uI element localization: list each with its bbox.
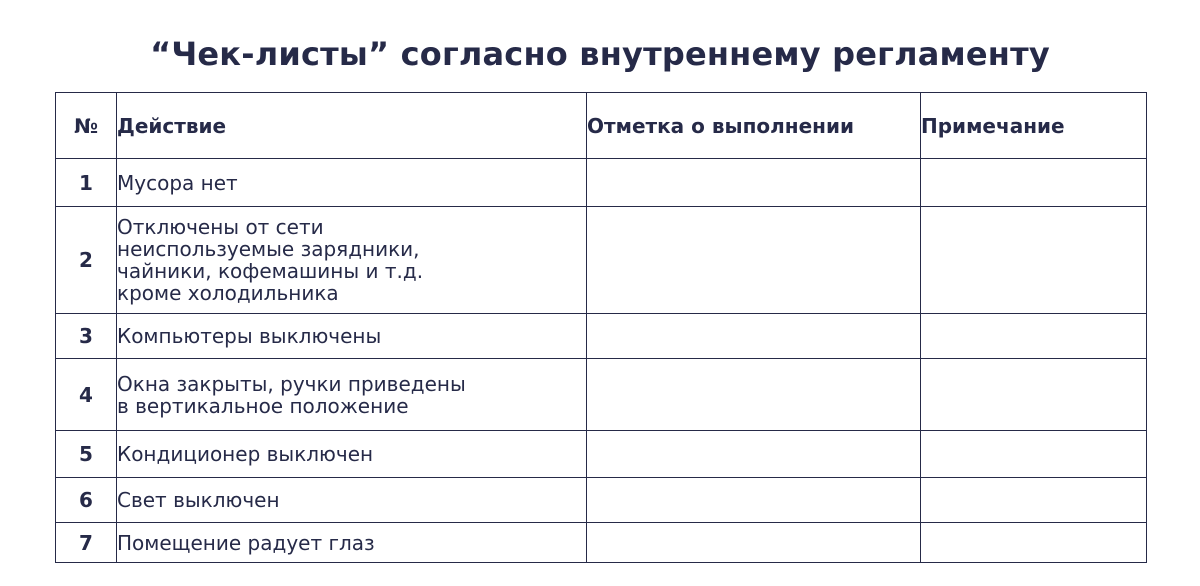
table-header-row [56,93,1147,159]
header-action: Действие [117,93,587,159]
row-note-cell[interactable] [921,207,1147,314]
row-action: Отключены от сети неиспользуемые зарядники, чайники, кофемашины и т.д. кроме холодильника [117,207,587,314]
row-number: 6 [56,478,117,523]
row-number: 2 [56,207,117,314]
row-action: Свет выключен [117,478,587,523]
row-action: Компьютеры выключены [117,314,587,359]
row-number: 5 [56,431,117,478]
row-action: Мусора нет [117,159,587,207]
table-row [56,159,1147,207]
table-row [56,523,1147,563]
row-completion-mark-cell[interactable] [587,359,921,431]
row-number: 7 [56,523,117,563]
table-row [56,431,1147,478]
row-note-cell[interactable] [921,159,1147,207]
row-number: 4 [56,359,117,431]
row-note-cell[interactable] [921,478,1147,523]
header-number: № [56,93,117,159]
row-note-cell[interactable] [921,523,1147,563]
row-completion-mark-cell[interactable] [587,431,921,478]
header-note: Примечание [921,93,1147,159]
row-completion-mark-cell[interactable] [587,159,921,207]
row-note-cell[interactable] [921,431,1147,478]
table-row [56,359,1147,431]
table-row [56,478,1147,523]
row-action: Окна закрыты, ручки приведены в вертикальное положение [117,359,587,431]
row-action: Кондиционер выключен [117,431,587,478]
row-number: 1 [56,159,117,207]
page-title: “Чек-листы” согласно внутреннему регламенту [150,35,1050,73]
row-completion-mark-cell[interactable] [587,314,921,359]
table-row [56,207,1147,314]
row-completion-mark-cell[interactable] [587,478,921,523]
checklist-table [55,92,1147,563]
row-completion-mark-cell[interactable] [587,523,921,563]
row-note-cell[interactable] [921,314,1147,359]
row-action: Помещение радует глаз [117,523,587,563]
row-completion-mark-cell[interactable] [587,207,921,314]
row-number: 3 [56,314,117,359]
header-completion-mark: Отметка о выполнении [587,93,921,159]
row-note-cell[interactable] [921,359,1147,431]
table-row [56,314,1147,359]
